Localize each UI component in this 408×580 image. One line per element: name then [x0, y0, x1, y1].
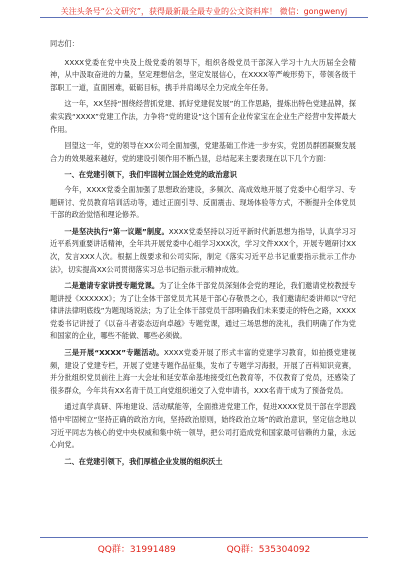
paragraph-summary: 回望这一年，党的领导在XX公司全面加强，党建基础工作进一步夯实，党团员群团凝聚发展合力的效果越来越好，党的建设引领作用不断凸显，总结起来主要表现在以下几个方面： — [50, 141, 356, 163]
paragraph-section1-conclusion: 通过真学真研、阵地建设、活动赋能等，全面推进党建工作，促进XXXX党员干部在学思践悟中牢固树立“坚持正确的政治方向，坚持政治原则，始终政治立场”的政治意识，坚定信念地以习近平同志为核心的党中央权威和集中统一领导，把公司打造成党和国家最可信赖的力量，永远心向党。 — [50, 402, 356, 450]
paragraph-intro: XXXX党委在党中央及上级党委的领导下，组织各级党员干部深入学习十九大历届全会精神，从中汲取奋进的力量，坚定理想信念，坚定发展信心，在XXXX等严峻形势下，带领各级干部职工一道，直面困难，砥砺目标，携手并肩竭尽全力完成全年任务。 — [50, 57, 356, 92]
paragraph-point-2 — [50, 280, 356, 343]
header-banner: 关注头条号“公文研究”，获得最新最全最专业的公文资料库！ 微信：gongwenyj — [60, 7, 348, 16]
footer-qq-group-2: QQ群：535304092 — [226, 545, 311, 555]
point-2-text: 为了让全体干部党员深刻体会党的理论，我们邀请党校教授专题讲授《XXXXXX》；为了让全体干部党员尤其是干部心存敬畏之心，我们邀请纪委讲师以“守纪律讲法律明底线”为题现场说法；为了让全体干部党员干部明确我们未来要走的特色之路，XXXX党委书记讲授了《以奋斗者姿态迈向卓越》专题党课，通过三场思想的洗礼，我们明确了作为党和国家的企业，哪些不能做、哪些必须做。 — [50, 281, 356, 341]
document-body — [50, 38, 356, 470]
greeting: 同志们： — [50, 39, 79, 48]
paragraph-year-review: 这一年，XX坚持“围绕经营抓党建、抓好党建促发展”的工作思路，提炼出特色党建品牌，探索实践“XXXX”党建工作法，力争将“党的建设”这个国有企业传家宝在企业生产经营中发挥最大作用。 — [50, 99, 356, 134]
footer-contacts — [0, 542, 408, 555]
section-heading-2: 二、在党建引领下，我们厚植企业发展的组织沃土 — [64, 456, 223, 466]
footer-divider — [40, 537, 368, 538]
paragraph-point-1 — [50, 226, 356, 276]
point-1-text: XXXX党委坚持以习近平新时代新思想为指导，认真学习习近平系列重要讲话精神，全年共开展党委中心组学习XXX次，学习文件XXX个，开展专题研讨XX次，发言XXX人次。根据上级要求和公司实际，制定《落实习近平总书记重要指示批示工作办法》，切实提高XX公司贯彻落实习总书记指示批示精神成效。 — [50, 226, 357, 274]
point-3-text: XXXX党委开展了形式丰富的党建学习教育，如拍摄党建视频，建设了党建专栏，开展了党建专题作品征集，发布了专题学习海报，开展了百科知识竞赛，并分批组织党员前往上海一大会址和延安革命基地接受红色教育等，不仅教育了党员，还感染了很多群众，今年共有XX名青干员工向党组织递交了入党申请书，XXX名青干成为了预备党员。 — [50, 348, 356, 395]
section-heading-1: 一、在党建引领下，我们牢固树立国企姓党的政治意识 — [64, 170, 237, 180]
header-divider — [40, 17, 368, 18]
point-2-lead: 二是邀请专家讲授专题党课。 — [64, 281, 160, 291]
footer-qq-group-1: QQ群：31991489 — [97, 545, 176, 555]
paragraph-point-3 — [50, 347, 356, 397]
point-3-lead: 三是开展“XXXX”专题活动。 — [64, 348, 164, 358]
point-1-lead: 一是坚决执行“第一议题”制度。 — [64, 226, 169, 236]
paragraph-section1-intro: 今年，XXXX党委全面加强了思想政治建设，多频次、高成效地开展了党委中心组学习、专题研讨、党员教育培训活动等，通过正面引导、反面震击、现场体验等方式，不断提升全体党员干部的政治觉悟和理论修养。 — [50, 184, 356, 220]
